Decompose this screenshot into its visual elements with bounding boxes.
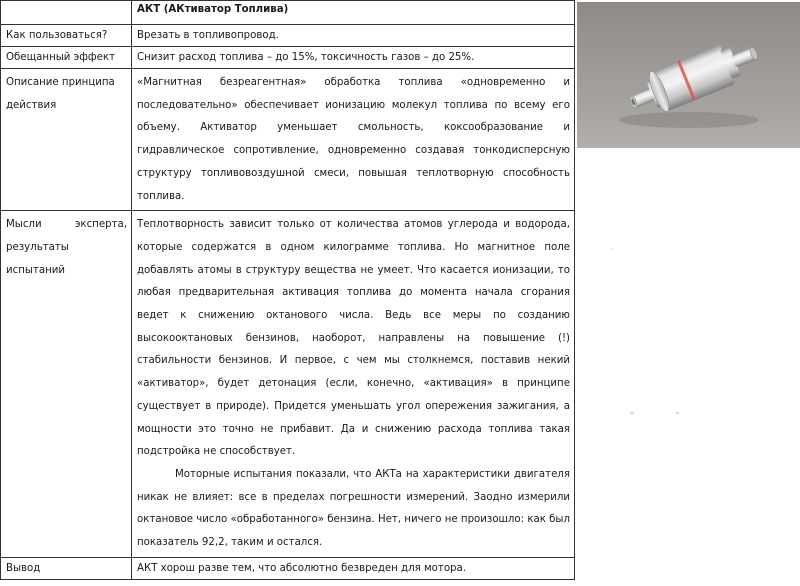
row-label-usage: Как пользоваться? <box>1 25 132 47</box>
expert-opinion-paragraph-2: Моторные испытания показали, что АКТа на характеристики двигателя никак не влияет: все в пределах погрешности измерений. Заодно измерили октановое число «обработанного» бензина. Нет, ничего не произошло: как был показатель 92,2, таким и остался. <box>137 468 570 549</box>
fuel-activator-photo <box>577 2 800 148</box>
promised-effect-text: Снизит расход топлива – до 15%, токсичность газов – до 25%. <box>137 52 475 63</box>
table-row-description <box>1 69 575 211</box>
usage-text: Врезать в топливопровод. <box>137 30 279 41</box>
row-content-expert-opinion <box>132 211 575 558</box>
scan-artifact <box>630 412 634 414</box>
table-row-usage <box>1 25 575 47</box>
row-label-conclusion: Вывод <box>1 557 132 579</box>
row-label-promised-effect: Обещанный эффект <box>1 47 132 69</box>
table-row-promised-effect <box>1 47 575 69</box>
scan-artifact <box>611 248 613 250</box>
row-content-usage <box>132 25 575 47</box>
table-row-expert-opinion <box>1 211 575 558</box>
row-content-conclusion <box>132 557 575 579</box>
scan-artifact <box>676 412 679 414</box>
description-text: «Магнитная безреагентная» обработка топлива «одновременно и последовательно» обеспечивает ионизацию молекул топлива по всему его объему. Активатор уменьшает смольность, коксообразование и гидравлическое сопротивление, одновременно создавая тонкодисперсную структуру топливовоздушной смеси, повышая теплотворную способность топлива. <box>137 77 570 202</box>
conclusion-text: АКТ хорош разве тем, что абсолютно безвреден для мотора. <box>137 562 466 574</box>
expert-opinion-paragraph-1: Теплотворность зависит только от количества атомов углерода и водорода, которые содержатся в одном килограмме топлива. Но магнитное поле добавлять атомы в структуру вещества не умеет. Что касается ионизации, то любая предварительная активация топлива до момента начала сгорания ведет к снижению октанового числа. Ведь все меры по созданию высокооктановых бензинов, наоборот, направлены на повышение (!) стабильности бензинов. И первое, с чем мы столкнемся, поставив некий «активатор», будет детонация (если, конечно, «активация» в принципе существует в природе). Придется уменьшать угол опережения зажигания, а мощности это точно не прибавит. Да и снижению расхода топлива такая подстройка не способствует. <box>137 219 570 458</box>
row-content-description <box>132 69 575 211</box>
fuel-activator-icon <box>577 2 800 148</box>
row-content-promised-effect <box>132 47 575 69</box>
table-title: АКТ (АКтиватор Топлива) <box>132 1 575 25</box>
row-label-expert-opinion: Мысли эксперта, результаты испытаний <box>1 211 132 558</box>
row-label-description: Описание принципа действия <box>1 69 132 211</box>
table-row-conclusion <box>1 557 575 579</box>
table-header-row <box>1 1 575 25</box>
header-empty-cell <box>1 1 132 25</box>
